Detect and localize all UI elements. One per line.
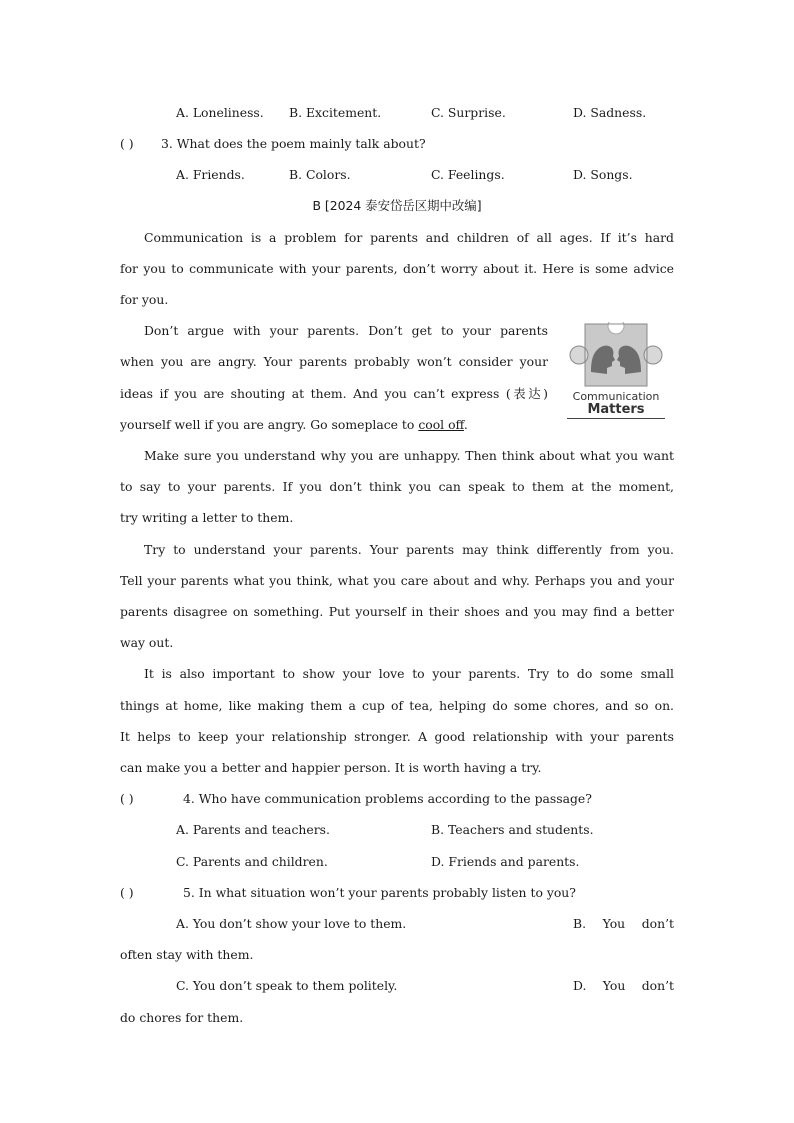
para5-line1: It is also important to show your love to your parents. Try to do some small [144, 666, 674, 681]
answer-blank[interactable]: ( ) [120, 136, 134, 151]
q5-option-a[interactable]: A. You don’t show your love to them. [176, 916, 407, 931]
q2-options [176, 105, 646, 121]
q5-option-c[interactable]: C. You don’t speak to them politely. [176, 978, 398, 993]
para2-line2: when you are angry. Your parents probably won’t consider your [120, 354, 548, 369]
para4-line2: Tell your parents what you think, what you care about and why. Perhaps you and your [120, 573, 674, 588]
logo-text-communication: Communication [572, 390, 660, 403]
q3-option-c[interactable]: C. Feelings. [431, 167, 505, 182]
logo-text-matters: Matters [587, 402, 645, 417]
question-text: 4. Who have communication problems according to the passage? [183, 791, 592, 806]
question-5 [120, 885, 576, 901]
para5-line3: It helps to keep your relationship stronger. A good relationship with your parents [120, 729, 674, 744]
q5-option-b[interactable]: B. You don’t [573, 916, 674, 931]
text-segment: . [463, 417, 468, 432]
para2-line3: ideas if you are shouting at them. And you can’t express (表达) [120, 386, 548, 401]
q2-option-a[interactable]: A. Loneliness. [176, 105, 264, 120]
para4-line3: parents disagree on something. Put yourself in their shoes and you may find a better [120, 604, 674, 619]
q4-option-d[interactable]: D. Friends and parents. [431, 854, 580, 869]
q3-option-b[interactable]: B. Colors. [289, 167, 351, 182]
para1-line1: Communication is a problem for parents and children of all ages. If it’s hard [144, 230, 674, 245]
q4-options-row1 [176, 822, 594, 838]
puzzle-icon [570, 322, 662, 386]
q5-option-d[interactable]: D. You don’t [573, 978, 674, 993]
para3-line3: try writing a letter to them. [120, 510, 294, 525]
para2-line1: Don’t argue with your parents. Don’t get to your parents [144, 323, 548, 338]
q4-option-c[interactable]: C. Parents and children. [176, 854, 328, 869]
text-segment: yourself well if you are angry. Go someplace to [120, 417, 419, 432]
divider [567, 418, 665, 419]
q4-option-b[interactable]: B. Teachers and students. [431, 822, 594, 837]
underlined-phrase: cool off [418, 417, 464, 432]
q5-option-d-cont: do chores for them. [120, 1010, 244, 1025]
q2-option-b[interactable]: B. Excitement. [289, 105, 382, 120]
q4-options-row2 [176, 854, 579, 870]
para5-line4: can make you a better and happier person. It is worth having a try. [120, 760, 542, 775]
q3-option-d[interactable]: D. Songs. [573, 167, 633, 182]
para1-line2: for you to communicate with your parents, don’t worry about it. Here is some advice [120, 261, 674, 276]
q4-option-a[interactable]: A. Parents and teachers. [176, 822, 330, 837]
question-4 [120, 791, 592, 807]
para4-line4: way out. [120, 635, 174, 650]
para5-line2: things at home, like making them a cup of tea, helping do some chores, and so on. [120, 698, 674, 713]
question-3 [120, 136, 426, 152]
para2-line4 [120, 417, 468, 433]
q3-option-a[interactable]: A. Friends. [176, 167, 245, 182]
para4-line1: Try to understand your parents. Your parents may think differently from you. [144, 542, 674, 557]
question-text: 5. In what situation won’t your parents probably listen to you? [183, 885, 576, 900]
q2-option-d[interactable]: D. Sadness. [573, 105, 647, 120]
para1-line3: for you. [120, 292, 169, 307]
answer-blank[interactable]: ( ) [120, 885, 134, 900]
q5-option-b-cont: often stay with them. [120, 947, 254, 962]
question-text: 3. What does the poem mainly talk about? [161, 136, 426, 151]
section-title: B [2024 泰安岱岳区期中改编] [312, 198, 482, 213]
para3-line1: Make sure you understand why you are unhappy. Then think about what you want [144, 448, 674, 463]
q3-options [176, 167, 633, 183]
para3-line2: to say to your parents. If you don’t think you can speak to them at the moment, [120, 479, 674, 494]
answer-blank[interactable]: ( ) [120, 791, 134, 806]
q2-option-c[interactable]: C. Surprise. [431, 105, 506, 120]
